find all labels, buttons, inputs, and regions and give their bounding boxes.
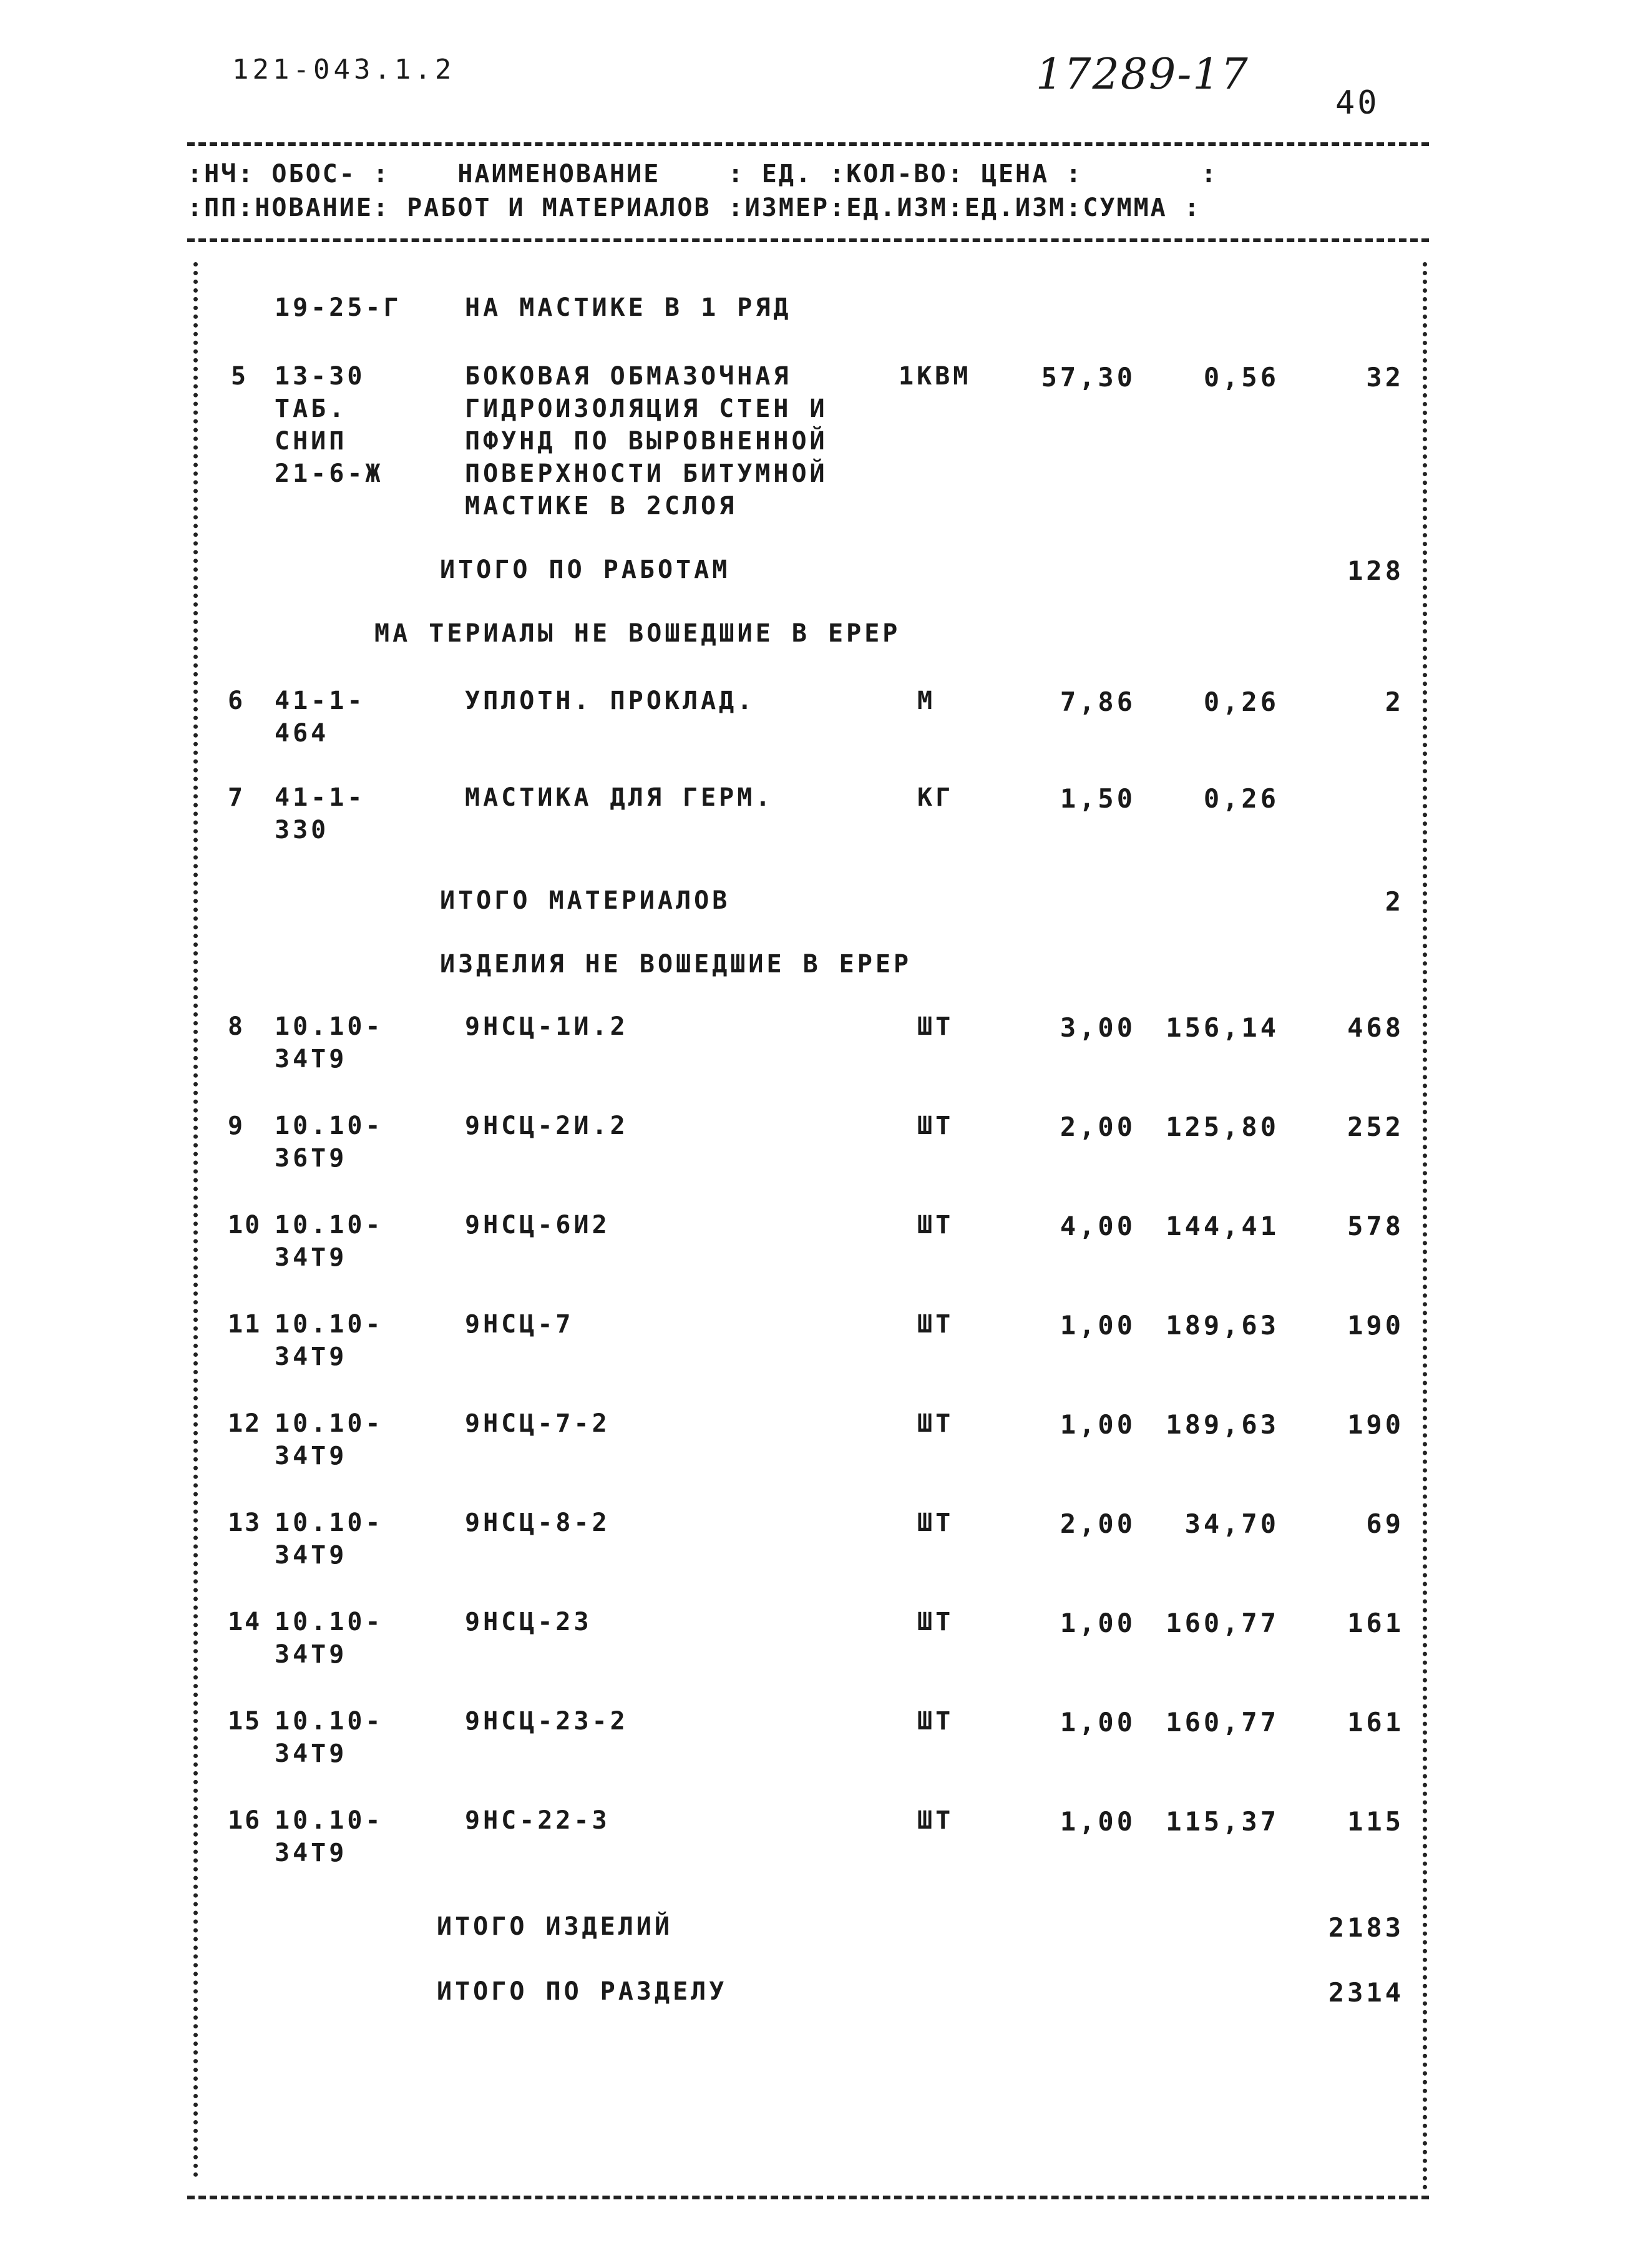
section-total-label: ИТОГО ПО РАЗДЕЛУ [437, 1977, 728, 2006]
left-border [193, 262, 198, 2178]
row-number: 15 [228, 1707, 262, 1736]
row-code: 34Т9 [275, 1640, 348, 1669]
row-number: 9 [228, 1112, 245, 1140]
row-code: 10.10- [275, 1707, 384, 1736]
row-name: 9НСЦ-23-2 [465, 1707, 628, 1736]
page-number: 40 [1335, 84, 1380, 122]
row-unit: ШТ [917, 1707, 954, 1736]
row-unit: ШТ [917, 1211, 954, 1239]
row-name: ПФУНД ПО ВЫРОВНЕННОЙ [465, 427, 828, 456]
row-sum: 2 [1385, 687, 1404, 717]
row-code: 10.10- [275, 1508, 384, 1537]
row-qty: 4,00 [1060, 1211, 1136, 1241]
row-unit: ШТ [917, 1806, 954, 1835]
row-unit: ШТ [917, 1608, 954, 1636]
row-unit: КГ [917, 783, 954, 812]
row-code: 34Т9 [275, 1342, 348, 1371]
row-code: 10.10- [275, 1211, 384, 1239]
header-line-1: :НЧ: ОБОС- : НАИМЕНОВАНИЕ : ЕД. :КОЛ-ВО: ЦЕНА : : [187, 160, 1219, 188]
row-name: ПОВЕРХНОСТИ БИТУМНОЙ [465, 459, 828, 488]
row-price: 34,70 [1184, 1508, 1279, 1539]
row-code: 36Т9 [275, 1144, 348, 1173]
section-total-value: 2314 [1328, 1977, 1404, 2008]
row-price: 144,41 [1166, 1211, 1279, 1241]
row-code: 34Т9 [275, 1243, 348, 1272]
row-qty: 1,00 [1060, 1707, 1136, 1738]
row-sum: 190 [1347, 1310, 1404, 1341]
row-sum: 161 [1347, 1707, 1404, 1738]
row-price: 115,37 [1166, 1806, 1279, 1837]
row-code: 10.10- [275, 1409, 384, 1438]
products-total-value: 2183 [1328, 1912, 1404, 1943]
row-number: 7 [228, 783, 245, 812]
row-number: 8 [228, 1012, 245, 1041]
header-bottom-line [187, 238, 1429, 242]
row-code: ТАБ. [275, 394, 348, 423]
row-price: 0,56 [1203, 362, 1279, 393]
row-sum: 69 [1366, 1508, 1404, 1539]
row-name: 9НС-22-3 [465, 1806, 610, 1835]
row-sum: 115 [1347, 1806, 1404, 1837]
row-sum: 578 [1347, 1211, 1404, 1241]
row-unit: ШТ [917, 1409, 954, 1438]
handwritten-number: 17289-17 [1036, 50, 1249, 99]
row-number: 13 [228, 1508, 262, 1537]
row-unit: М [917, 687, 936, 715]
row-unit: 1КВМ [899, 362, 972, 391]
header-top-line [187, 142, 1429, 146]
row-number: 12 [228, 1409, 262, 1438]
row-code: 34Т9 [275, 1541, 348, 1570]
row-name: 9НСЦ-6И2 [465, 1211, 610, 1239]
header-line-2: :ПП:НОВАНИЕ: РАБОТ И МАТЕРИАЛОВ :ИЗМЕР:ЕД.ИЗМ:ЕД.ИЗМ:СУММА : [187, 193, 1201, 222]
row-code: 34Т9 [275, 1739, 348, 1768]
row-price: 160,77 [1166, 1707, 1279, 1738]
row-qty: 1,00 [1060, 1806, 1136, 1837]
row-code: 41-1- [275, 687, 366, 715]
materials-total-value: 2 [1385, 886, 1404, 917]
row-price: 160,77 [1166, 1608, 1279, 1638]
row-number: 5 [231, 362, 248, 391]
row-price: 0,26 [1203, 687, 1279, 717]
row-price: 156,14 [1166, 1012, 1279, 1043]
row-qty: 1,00 [1060, 1310, 1136, 1341]
row-code: 10.10- [275, 1806, 384, 1835]
row-qty: 1,50 [1060, 783, 1136, 814]
row-qty: 3,00 [1060, 1012, 1136, 1043]
row-unit: ШТ [917, 1012, 954, 1041]
products-total-label: ИТОГО ИЗДЕЛИЙ [437, 1912, 673, 1941]
row-code: 10.10- [275, 1310, 384, 1339]
works-total-value: 128 [1347, 555, 1404, 586]
row-name: МАСТИКЕ В 2СЛОЯ [465, 492, 738, 521]
row-name: МАСТИКА ДЛЯ ГЕРМ. [465, 783, 774, 812]
row-name: БОКОВАЯ ОБМАЗОЧНАЯ [465, 362, 792, 391]
row-unit: ШТ [917, 1112, 954, 1140]
row-number: 6 [228, 687, 245, 715]
row-code: 34Т9 [275, 1442, 348, 1470]
row-price: 0,26 [1203, 783, 1279, 814]
pre-text-name: НА МАСТИКЕ В 1 РЯД [465, 293, 792, 322]
row-sum: 468 [1347, 1012, 1404, 1043]
products-header: ИЗДЕЛИЯ НЕ ВОШЕДШИЕ В ЕРЕР [440, 950, 912, 979]
row-name: ГИДРОИЗОЛЯЦИЯ СТЕН И [465, 394, 828, 423]
row-code: 10.10- [275, 1608, 384, 1636]
row-code: 10.10- [275, 1012, 384, 1041]
bottom-line [187, 2196, 1429, 2199]
row-price: 189,63 [1166, 1409, 1279, 1440]
materials-total-label: ИТОГО МАТЕРИАЛОВ [440, 886, 731, 915]
row-sum: 32 [1366, 362, 1404, 393]
row-name: УПЛОТН. ПРОКЛАД. [465, 687, 756, 715]
row-price: 189,63 [1166, 1310, 1279, 1341]
row-sum: 190 [1347, 1409, 1404, 1440]
row-code: 34Т9 [275, 1045, 348, 1073]
row-qty: 7,86 [1060, 687, 1136, 717]
materials-header: МА ТЕРИАЛЫ НЕ ВОШЕДШИЕ В ЕРЕР [374, 619, 901, 648]
row-qty: 1,00 [1060, 1608, 1136, 1638]
row-number: 10 [228, 1211, 262, 1239]
row-number: 16 [228, 1806, 262, 1835]
row-code: СНИП [275, 427, 348, 456]
row-name: 9НСЦ-23 [465, 1608, 592, 1636]
row-price: 125,80 [1166, 1112, 1279, 1142]
row-qty: 2,00 [1060, 1112, 1136, 1142]
row-unit: ШТ [917, 1508, 954, 1537]
row-code: 13-30 [275, 362, 366, 391]
row-qty: 2,00 [1060, 1508, 1136, 1539]
right-border [1423, 262, 1427, 2191]
row-name: 9НСЦ-1И.2 [465, 1012, 628, 1041]
document-code: 121-043.1.2 [232, 54, 456, 86]
row-sum: 252 [1347, 1112, 1404, 1142]
row-code: 41-1- [275, 783, 366, 812]
row-code: 10.10- [275, 1112, 384, 1140]
row-name: 9НСЦ-7-2 [465, 1409, 610, 1438]
row-code: 330 [275, 816, 329, 844]
row-sum: 161 [1347, 1608, 1404, 1638]
pre-text-code: 19-25-Г [275, 293, 402, 322]
works-total-label: ИТОГО ПО РАБОТАМ [440, 555, 731, 584]
row-qty: 1,00 [1060, 1409, 1136, 1440]
row-number: 14 [228, 1608, 262, 1636]
row-qty: 57,30 [1041, 362, 1136, 393]
row-code: 21-6-Ж [275, 459, 384, 488]
row-unit: ШТ [917, 1310, 954, 1339]
row-code: 34Т9 [275, 1839, 348, 1867]
row-code: 464 [275, 719, 329, 748]
row-name: 9НСЦ-7 [465, 1310, 574, 1339]
row-number: 11 [228, 1310, 262, 1339]
row-name: 9НСЦ-8-2 [465, 1508, 610, 1537]
row-name: 9НСЦ-2И.2 [465, 1112, 628, 1140]
